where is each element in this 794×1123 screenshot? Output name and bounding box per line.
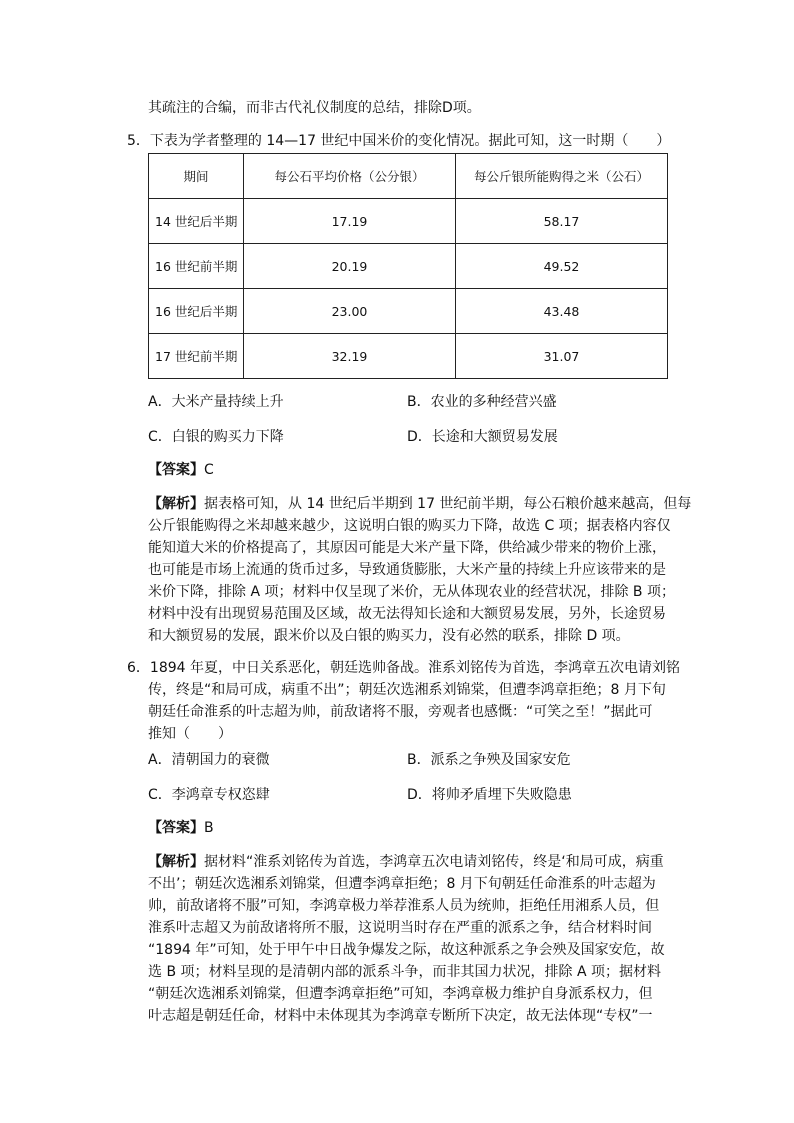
table-header-cell: 每公石平均价格（公分银）: [244, 154, 456, 199]
table-cell-rice: 43.48: [456, 289, 668, 334]
table-cell-period: 14 世纪后半期: [149, 199, 244, 244]
analysis-label: 【解析】: [148, 854, 204, 870]
table-row: [149, 199, 668, 244]
table-header-row: [149, 154, 668, 199]
q6-analysis-line: 淮系叶志超又为前敌诸将所不服，这说明当时存在严重的派系之争，结合材料时间: [148, 920, 652, 936]
table-cell-period: 16 世纪后半期: [149, 289, 244, 334]
table-cell-period: 16 世纪前半期: [149, 244, 244, 289]
table-cell-price: 23.00: [244, 289, 456, 334]
answer-value: C: [204, 462, 214, 478]
q5-analysis-line: [148, 494, 691, 514]
answer-label: 【答案】: [148, 820, 204, 836]
q6-stem-line: 传，终是“和局可成，病重不出”；朝廷次选湘系刘锦棠，但遭李鸿章拒绝；8 月下旬: [148, 682, 666, 698]
q5-option-b[interactable]: B．农业的多种经营兴盛: [407, 394, 557, 410]
q6-option-c[interactable]: C．李鸿章专权恣肆: [148, 787, 270, 803]
q5-analysis-line: 材料中没有出现贸易范围及区域，故无法得知长途和大额贸易发展，另外，长途贸易: [148, 606, 666, 622]
table-cell-rice: 58.17: [456, 199, 668, 244]
q6-analysis-line: [148, 852, 664, 872]
q6-analysis-line: “1894 年”可知，处于甲午中日战争爆发之际，故这种派系之争会殃及国家安危，故: [148, 942, 665, 958]
q6-analysis-line: “朝廷次选湘系刘锦棠，但遭李鸿章拒绝”可知，李鸿章极力维护自身派系权力，但: [148, 986, 653, 1002]
table-header-cell: 期间: [149, 154, 244, 199]
q6-option-d[interactable]: D．将帅矛盾埋下失败隐患: [407, 787, 572, 803]
rice-price-table: [148, 153, 668, 379]
q5-analysis-line: 米价下降，排除 A 项；材料中仅呈现了米价，无从体现农业的经营状况，排除 B 项；: [148, 584, 675, 600]
table-cell-period: 17 世纪前半期: [149, 334, 244, 379]
q6-analysis-line: 不出’；朝廷次选湘系刘锦棠，但遭李鸿章拒绝；8 月下旬朝廷任命淮系的叶志超为: [148, 876, 656, 892]
table-row: [149, 244, 668, 289]
table-cell-price: 17.19: [244, 199, 456, 244]
answer-value: B: [204, 820, 214, 836]
answer-label: 【答案】: [148, 462, 204, 478]
q5-stem: 5．下表为学者整理的 14—17 世纪中国米价的变化情况。据此可知，这一时期（ ）: [127, 133, 671, 149]
q6-analysis-line: 选 B 项；材料呈现的是清朝内部的派系斗争，而非其国力状况，排除 A 项；据材料: [148, 964, 661, 980]
q6-stem-line: 推知（ ）: [148, 726, 232, 742]
analysis-text: 据表格可知，从 14 世纪后半期到 17 世纪前半期，每公石粮价越来越高，但每: [204, 496, 692, 512]
q5-option-d[interactable]: D．长途和大额贸易发展: [407, 429, 558, 445]
q6-option-a[interactable]: A．清朝国力的衰微: [148, 752, 270, 768]
table-cell-price: 20.19: [244, 244, 456, 289]
table-row: [149, 334, 668, 379]
table-cell-rice: 49.52: [456, 244, 668, 289]
q5-analysis-line: 和大额贸易的发展，跟米价以及白银的购买力，没有必然的联系，排除 D 项。: [148, 628, 630, 644]
q6-analysis-line: 帅，前敌诸将不服”可知，李鸿章极力举荐淮系人员为统帅，拒绝任用湘系人员，但: [148, 898, 660, 914]
q6-stem-line: 6．1894 年夏，中日关系恶化，朝廷选帅备战。淮系刘铭传为首选，李鸿章五次电请刘铭: [127, 660, 680, 676]
table-cell-rice: 31.07: [456, 334, 668, 379]
q5-option-a[interactable]: A．大米产量持续上升: [148, 394, 284, 410]
q6-option-b[interactable]: B．派系之争殃及国家安危: [407, 752, 571, 768]
q5-option-c[interactable]: C．白银的购买力下降: [148, 429, 284, 445]
analysis-text: 据材料“淮系刘铭传为首选，李鸿章五次电请刘铭传，终是‘和局可成，病重: [204, 854, 664, 870]
table-header-cell: 每公斤银所能购得之米（公石）: [456, 154, 668, 199]
analysis-label: 【解析】: [148, 496, 204, 512]
q5-analysis-line: 也可能是市场上流通的货币过多，导致通货膨胀，大米产量的持续上升应该带来的是: [148, 562, 666, 578]
q5-analysis-line: 能知道大米的价格提高了，其原因可能是大米产量下降，供给减少带来的物价上涨，: [148, 540, 666, 556]
table-cell-price: 32.19: [244, 334, 456, 379]
intro-line: 其疏注的合编，而非古代礼仪制度的总结，排除D项。: [148, 100, 481, 116]
table-row: [149, 289, 668, 334]
q6-analysis-line: 叶志超是朝廷任命，材料中未体现其为李鸿章专断所下决定，故无法体现“专权”一: [148, 1008, 653, 1024]
q5-answer: [148, 460, 214, 480]
q6-answer: [148, 818, 214, 838]
q6-stem-line: 朝廷任命淮系的叶志超为帅，前敌诸将不服，旁观者也感慨：“可笑之至！”据此可: [148, 704, 653, 720]
q5-analysis-line: 公斤银能购得之米却越来越少，这说明白银的购买力下降，故选 C 项；据表格内容仅: [148, 518, 671, 534]
